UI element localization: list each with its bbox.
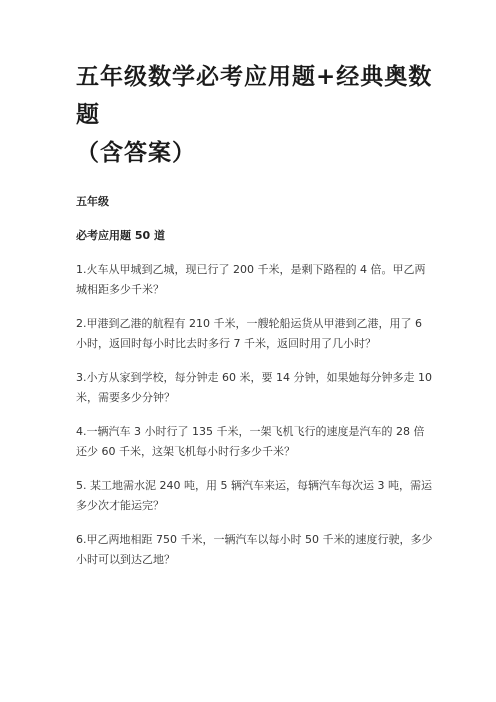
question-item: 1.火车从甲城到乙城，现已行了 200 千米，是剩下路程的 4 倍。甲乙两城相距多少千米？ [76, 263, 426, 296]
question-list [76, 260, 434, 570]
grade-label: 五年级 [76, 195, 109, 208]
document-title [76, 0, 434, 172]
question-item: 5. 某工地需水泥 240 吨，用 5 辆汽车来运，每辆汽车每次运 3 吨，需运多少次才能运完？ [76, 479, 432, 512]
title-line-2: （含答案） [76, 140, 196, 166]
question-item: 4.一辆汽车 3 小时行了 135 千米，一架飞机飞行的速度是汽车的 28 倍还少 60 千米，这架飞机每小时行多少千米？ [76, 425, 425, 458]
question-item: 6.甲乙两地相距 750 千米，一辆汽车以每小时 50 千米的速度行驶，多少小时可以到达乙地？ [76, 533, 433, 566]
title-line-1: 五年级数学必考应用题+经典奥数题 [76, 64, 433, 128]
section-title: 必考应用题 50 道 [76, 229, 165, 242]
question-item: 2.甲港到乙港的航程有 210 千米，一艘轮船运货从甲港到乙港，用了 6 小时，返回时每小时比去时多行 7 千米，返回时用了几小时？ [76, 317, 422, 350]
question-item: 3.小方从家到学校，每分钟走 60 米，要 14 分钟，如果她每分钟多走 10 米，需要多少分钟？ [76, 371, 432, 404]
